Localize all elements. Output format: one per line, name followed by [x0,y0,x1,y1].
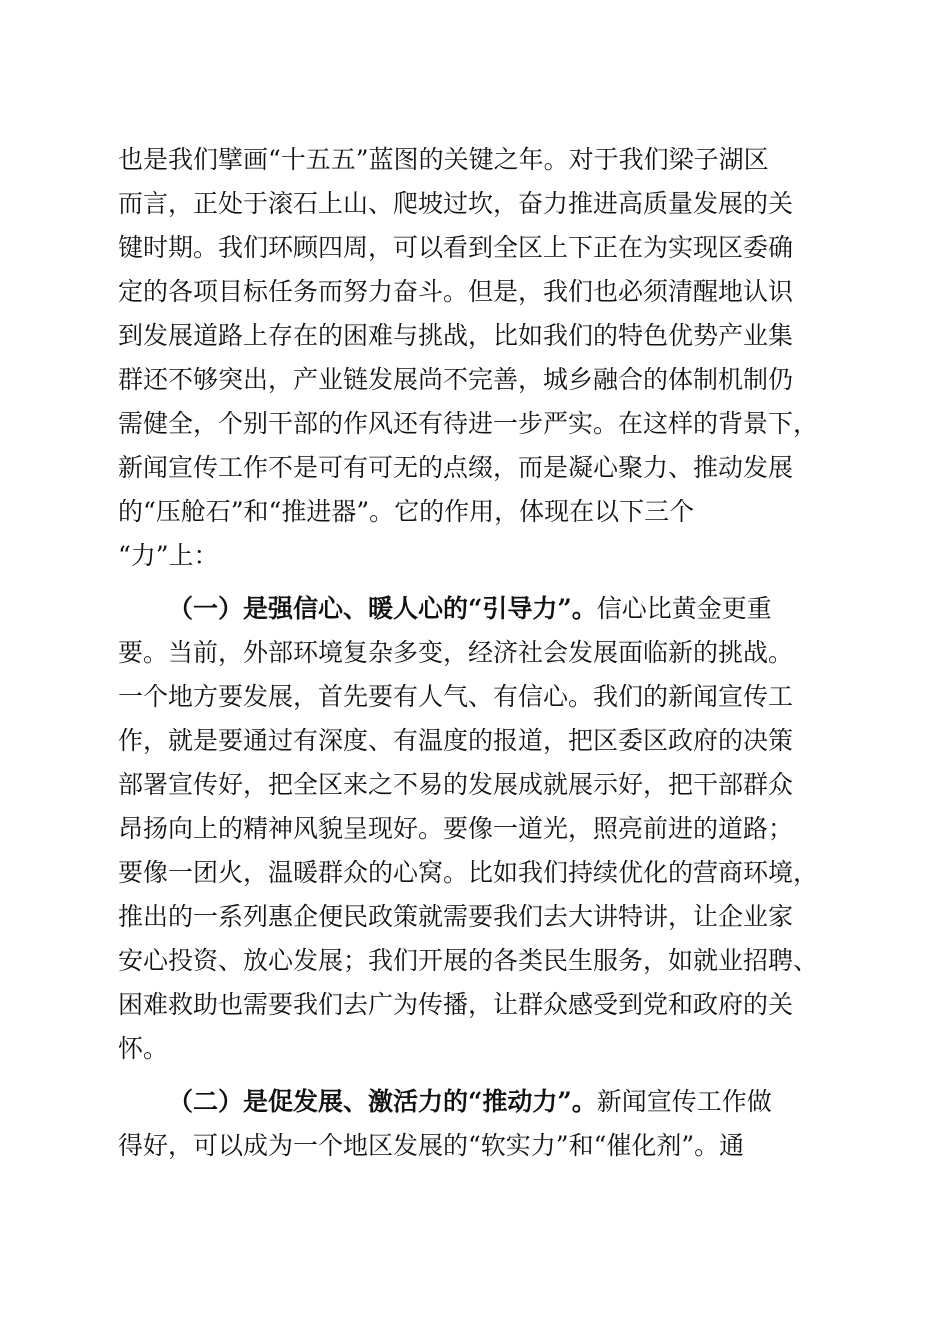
body-line: 一个地方要发展，首先要有人气、有信心。我们的新闻宣传工 [118,682,794,711]
body-line: 推出的一系列惠企便民政策就需要我们去大讲特讲，让企业家 [118,902,794,931]
body-line: 到发展道路上存在的困难与挑战，比如我们的特色优势产业集 [118,321,794,350]
section-1-first-line [168,587,830,631]
section-2-first-line [168,1080,830,1124]
body-line: 要像一团火，温暖群众的心窝。比如我们持续优化的营商环境， [118,858,819,887]
body-line: 安心投资、放心发展；我们开展的各类民生服务，如就业招聘、 [118,946,819,975]
body-line: 部署宣传好，把全区来之不易的发展成就展示好，把干部群众 [118,770,794,799]
body-line: 而言，正处于滚石上山、爬坡过坎，奋力推进高质量发展的关 [118,189,794,218]
body-line: 新闻宣传工作不是可有可无的点缀，而是凝心聚力、推动发展 [118,453,794,482]
body-line: 也是我们擘画“十五五”蓝图的关键之年。对于我们梁子湖区 [118,145,769,174]
body-line: 要。当前，外部环境复杂多变，经济社会发展面临新的挑战。 [118,638,794,667]
body-line: 定的各项目标任务而努力奋斗。但是，我们也必须清醒地认识 [118,277,794,306]
body-line: 昂扬向上的精神风貌呈现好。要像一道光，照亮前进的道路； [118,814,794,843]
body-line: 键时期。我们环顾四周，可以看到全区上下正在为实现区委确 [118,233,794,262]
section-1-first-text: 信心比黄金更重 [596,594,772,623]
body-line: 需健全，个别干部的作风还有待进一步严实。在这样的背景下， [118,409,819,438]
body-line: 群还不够突出，产业链发展尚不完善，城乡融合的体制机制仍 [118,365,794,394]
section-2-first-text: 新闻宣传工作做 [596,1087,772,1116]
body-line: 怀。 [118,1034,169,1063]
section-1-heading: （一）是强信心、暖人心的“引导力”。 [168,594,597,623]
body-line: 的“压舱石”和“推进器”。它的作用，体现在以下三个 [118,497,695,526]
body-line: “力”上： [118,541,219,570]
body-line: 作，就是要通过有深度、有温度的报道，把区委区政府的决策 [118,726,794,755]
section-2-heading: （二）是促发展、激活力的“推动力”。 [168,1087,597,1116]
body-line: 困难救助也需要我们去广为传播，让群众感受到党和政府的关 [118,990,794,1019]
body-line: 得好，可以成为一个地区发展的“软实力”和“催化剂”。通 [118,1131,745,1160]
